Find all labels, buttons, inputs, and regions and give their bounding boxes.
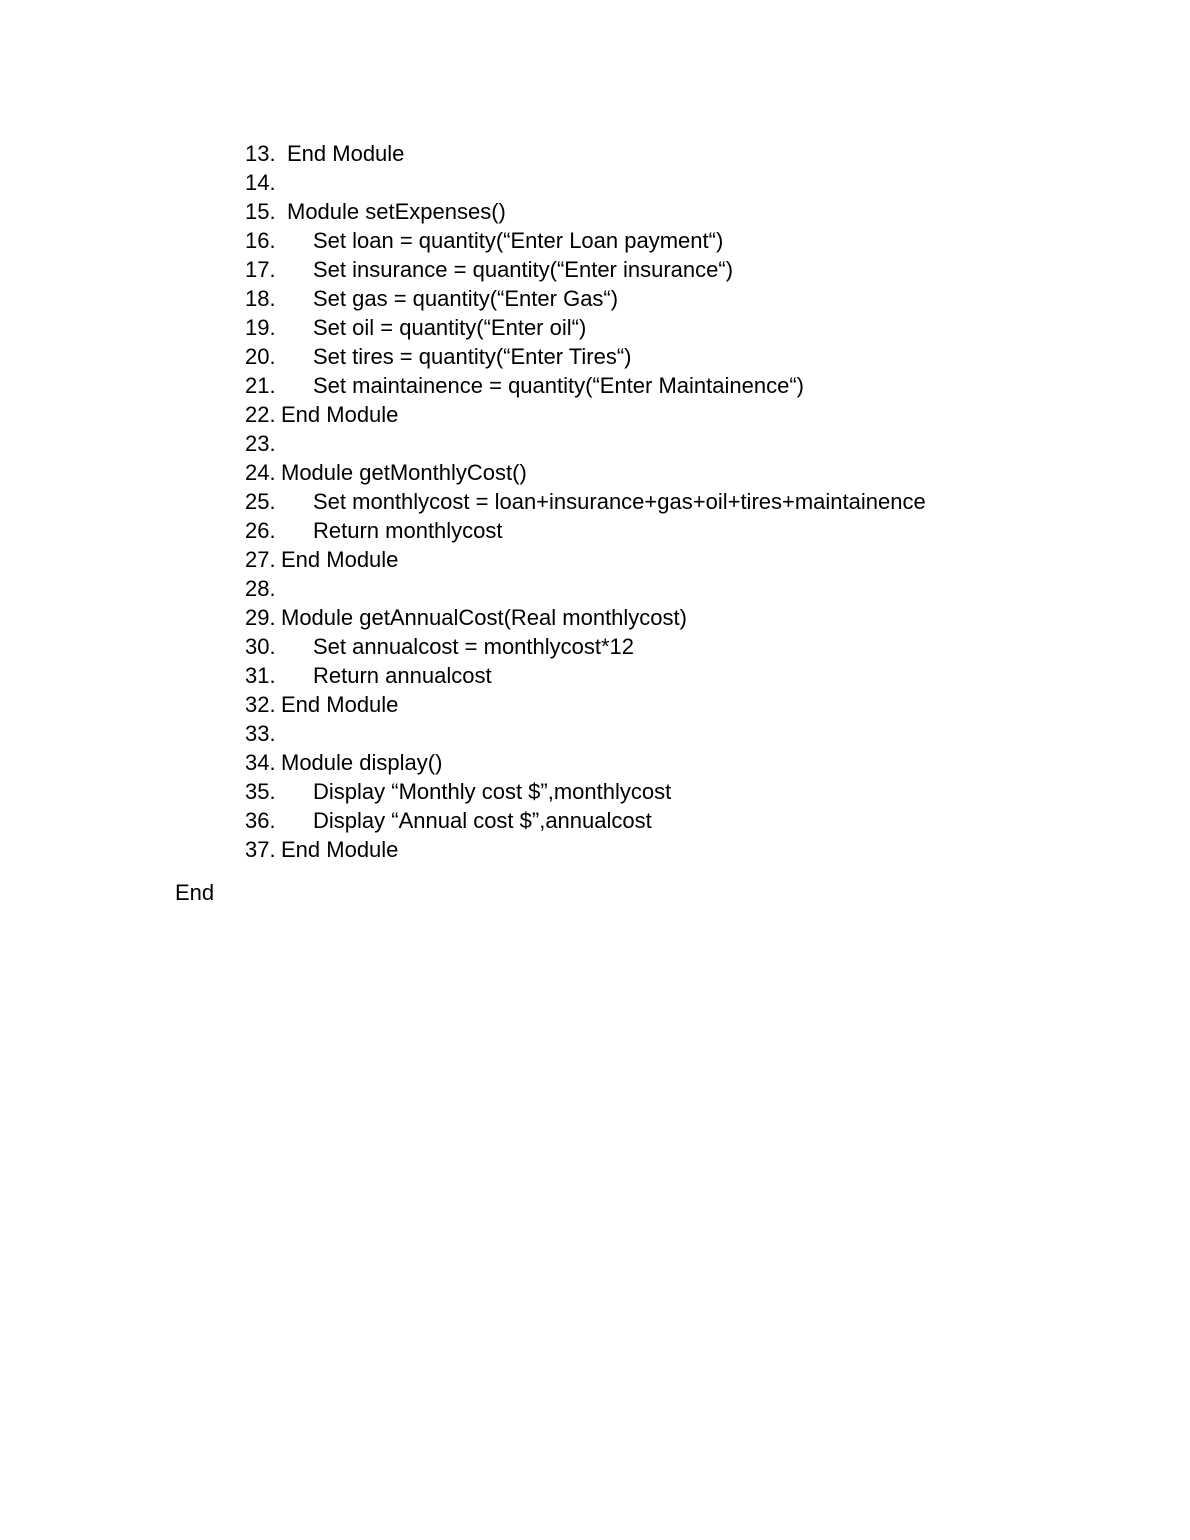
line-text: Set oil = quantity(“Enter oil“) [313,315,587,340]
line-number: 37. [245,837,276,862]
line-text: Module getMonthlyCost() [281,460,527,485]
line-text: Set maintainence = quantity(“Enter Maintainence“) [313,373,804,398]
line-number: 23. [245,431,276,456]
line-number: 13. [245,141,276,166]
line-number: 35. [245,779,276,804]
line-text: Module getAnnualCost(Real monthlycost) [281,605,687,630]
line-number: 19. [245,315,276,340]
line-text: Display “Annual cost $”,annualcost [313,808,652,833]
line-text: Set gas = quantity(“Enter Gas“) [313,286,619,311]
line-number: 20. [245,344,276,369]
line-number: 30. [245,634,276,659]
line-number: 25. [245,489,276,514]
line-text: End Module [281,837,399,862]
line-number: 21. [245,373,276,398]
line-number: 14. [245,170,276,195]
line-number: 26. [245,518,276,543]
line-text: End Module [281,402,399,427]
line-number: 22. [245,402,276,427]
line-number: 18. [245,286,276,311]
line-number: 33. [245,721,276,746]
line-text: Set loan = quantity(“Enter Loan payment“) [313,228,724,253]
line-text: Return annualcost [313,663,492,688]
line-number: 27. [245,547,276,572]
line-number: 28. [245,576,276,601]
line-number: 16. [245,228,276,253]
line-number: 31. [245,663,276,688]
line-number: 17. [245,257,276,282]
line-number: 29. [245,605,276,630]
line-text: Set insurance = quantity(“Enter insurance“) [313,257,734,282]
line-number: 34. [245,750,276,775]
line-text: Set tires = quantity(“Enter Tires“) [313,344,632,369]
line-text: Set monthlycost = loan+insurance+gas+oil+tires+maintainence [313,489,926,514]
line-text: Return monthlycost [313,518,503,543]
line-text: End Module [281,692,399,717]
line-number: 36. [245,808,276,833]
line-text: Display “Monthly cost $”,monthlycost [313,779,672,804]
line-text: Module display() [281,750,443,775]
line-number: 15. [245,199,276,224]
line-number: 24. [245,460,276,485]
line-text: Set annualcost = monthlycost*12 [313,634,635,659]
program-end-text: End [175,880,215,905]
line-text: End Module [281,547,399,572]
line-text: End Module [287,141,405,166]
line-number: 32. [245,692,276,717]
line-text: Module setExpenses() [287,199,506,224]
